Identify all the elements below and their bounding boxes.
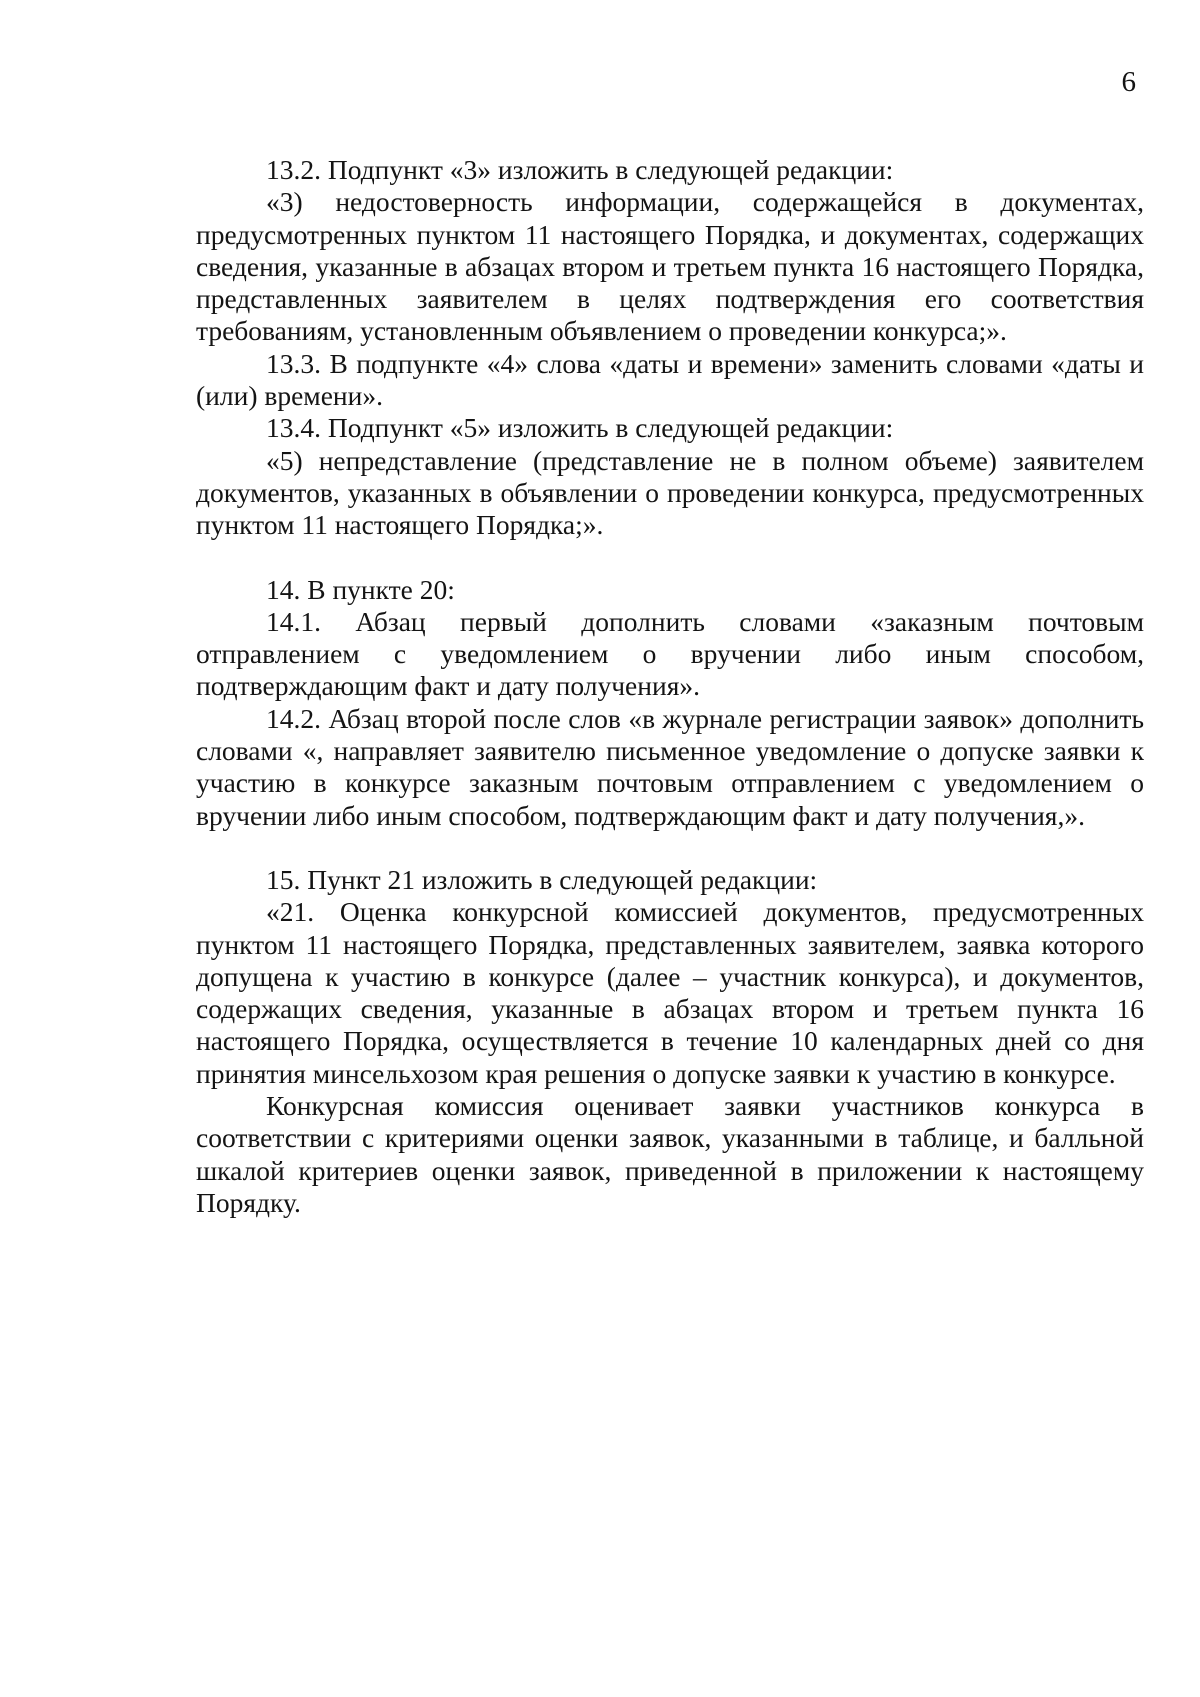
document-body (196, 154, 1144, 1219)
paragraph-13-2: 13.2. Подпункт «3» изложить в следующей редакции: (266, 154, 894, 185)
paragraph-14: 14. В пункте 20: (266, 573, 455, 605)
paragraph-13-4-text: «5) непредставление (представление не в полном объеме) заявителем документов, указанных в объявлении о проведении конкурса, предусмотренных пунктом 11 настоящего Порядка;». (196, 444, 1144, 541)
paragraph-13-3: 13.3. В подпункте «4» слова «даты и времени» заменить словами «даты и (или) времени». (196, 347, 1144, 412)
page-number: 6 (1121, 66, 1136, 98)
paragraph-14-2: 14.2. Абзац второй после слов «в журнале регистрации заявок» дополнить словами «, направляет заявителю письменное уведомление о допуске заявки к участию в конкурсе заказным почтовым отправлением с уведомлением о вручении либо иным способом, подтверждающим факт и дату получения,». (196, 702, 1144, 831)
paragraph-15-commission: Конкурсная комиссия оценивает заявки участников конкурса в соответствии с критериями оценки заявок, указанными в таблице, и балльной шкалой критериев оценки заявок, приведенной в приложении к настоящему Порядку. (196, 1090, 1144, 1218)
paragraph-15-item-21: «21. Оценка конкурсной комиссией документов, предусмотренных пунктом 11 настоящего Порядка, представленных заявителем, заявка которого допущена к участию в конкурсе (далее – участник конкурса), и документов, содержащих сведения, указанные в абзацах втором и третьем пункта 16 настоящего Порядка, осуществляется в течение 10 календарных дней со дня принятия минсельхозом края решения о допуске заявки к участию в конкурсе. (196, 896, 1144, 1089)
paragraph-13-2-text: «3) недостоверность информации, содержащейся в документах, предусмотренных пунктом 11 настоящего Порядка, и документах, содержащих сведения, указанные в абзацах втором и третьем пункта 16 настоящего Порядка, представленных заявителем в целях подтверждения его соответствия требованиям, установленным объявлением о проведении конкурса;». (196, 186, 1144, 347)
paragraph-15: 15. Пункт 21 изложить в следующей редакции: (266, 863, 818, 895)
paragraph-13-4: 13.4. Подпункт «5» изложить в следующей редакции: (266, 412, 894, 444)
paragraph-14-1: 14.1. Абзац первый дополнить словами «заказным почтовым отправлением с уведомлением о вручении либо иным способом, подтверждающим факт и дату получения». (196, 605, 1144, 702)
